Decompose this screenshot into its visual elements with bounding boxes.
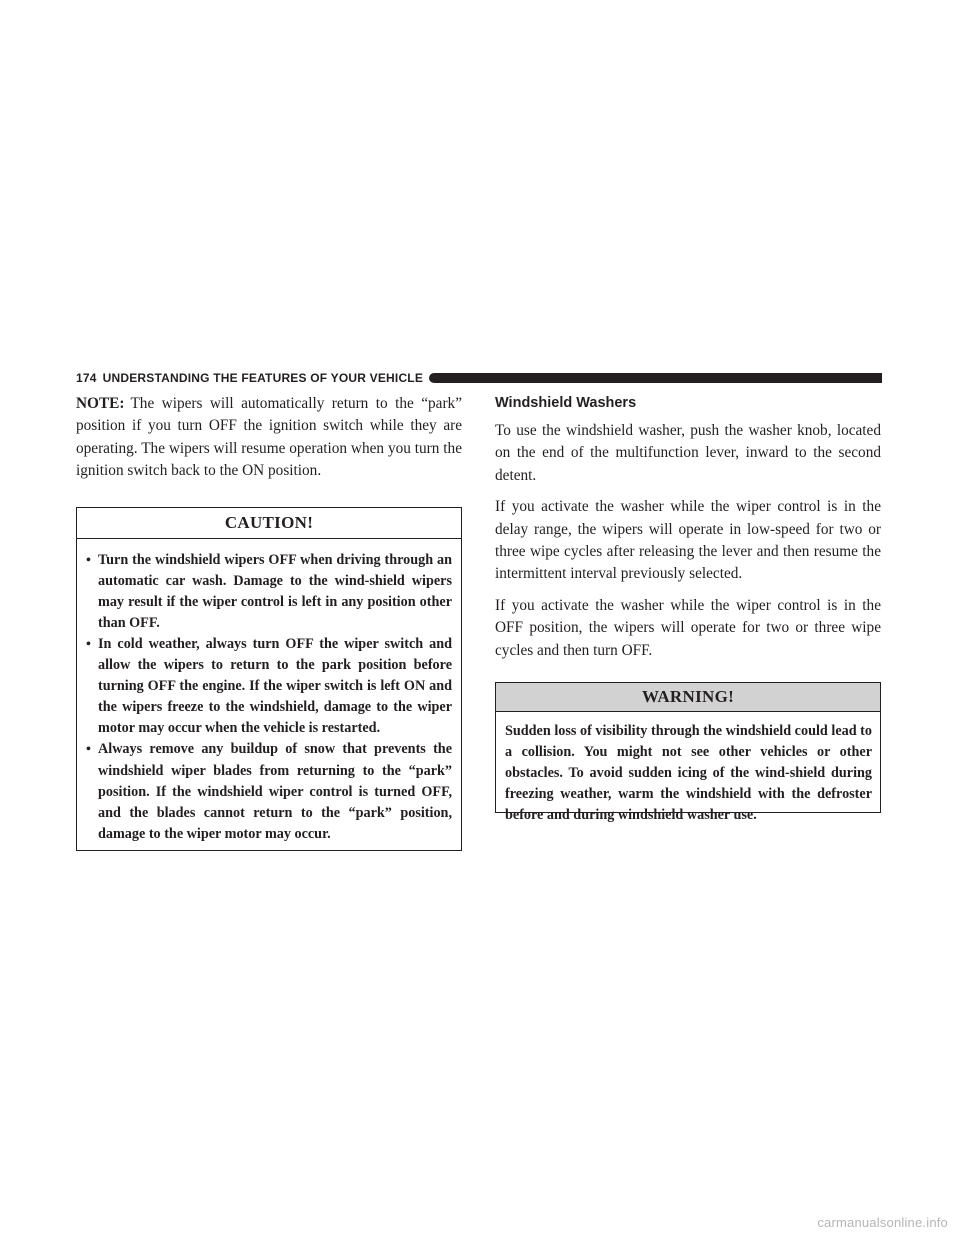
caution-bullet-text: Always remove any buildup of snow that prevents the windshield wiper blades from returning to the “park” position. If the windshield wiper control is turned OFF, and the blades cannot return to the “park” position, damage to the wiper motor may occur.: [98, 741, 452, 842]
bullet-icon: •: [86, 742, 91, 758]
watermark: carmanualsonline.info: [817, 1215, 948, 1230]
warning-box: [495, 682, 881, 824]
warning-text: Sudden loss of visibility through the windshield could lead to a collision. You might not see other vehicles or other obstacles. To avoid sudden icing of the wind-shield during freezing weather, warm the windshield with the defroster before and during windshield washer use.: [505, 723, 872, 824]
warning-title: WARNING!: [496, 683, 880, 712]
caution-bullet: [86, 739, 452, 844]
left-column: [76, 393, 462, 851]
note-text: The wipers will automatically return to the “park” position if you turn OFF the ignition switch while they are operating. The wipers will resume operation when you turn the ignition switch back to the ON position.: [76, 395, 462, 480]
note-label: NOTE:: [76, 395, 125, 412]
body-paragraph: If you activate the washer while the wiper control is in the delay range, the wipers will operate in low-speed for two or three wipe cycles after releasing the lever and then resume the intermittent interval previously selected.: [495, 498, 881, 583]
caution-body: [77, 539, 461, 845]
page-header: [76, 370, 882, 386]
section-heading: Windshield Washers: [495, 395, 637, 411]
caution-title: CAUTION!: [77, 508, 461, 539]
page-number: 174: [76, 371, 97, 385]
caution-bullet: [86, 634, 452, 739]
body-paragraph: To use the windshield washer, push the washer knob, located on the end of the multifunction lever, inward to the second detent.: [495, 422, 881, 484]
right-column: [495, 393, 881, 824]
bullet-icon: •: [86, 552, 91, 568]
note-paragraph: [76, 393, 462, 483]
caution-bullet: [86, 550, 452, 634]
header-rule: [429, 373, 882, 383]
caution-box: [76, 507, 462, 851]
chapter-title: UNDERSTANDING THE FEATURES OF YOUR VEHICLE: [102, 371, 424, 385]
bullet-icon: •: [86, 637, 91, 652]
body-paragraph: If you activate the washer while the wiper control is in the OFF position, the wipers will operate for two or three wipe cycles and then turn OFF.: [495, 596, 881, 659]
caution-bullet-text: Turn the windshield wipers OFF when driving through an automatic car wash. Damage to the wind-shield wipers may result if the wiper control is left in any position other than OFF.: [98, 551, 452, 631]
caution-bullet-text: In cold weather, always turn OFF the wiper switch and allow the wipers to return to the park position before turning OFF the engine. If the wiper switch is left ON and the wipers freeze to the windshield, damage to the wiper motor may occur when the vehicle is restarted.: [98, 636, 452, 737]
